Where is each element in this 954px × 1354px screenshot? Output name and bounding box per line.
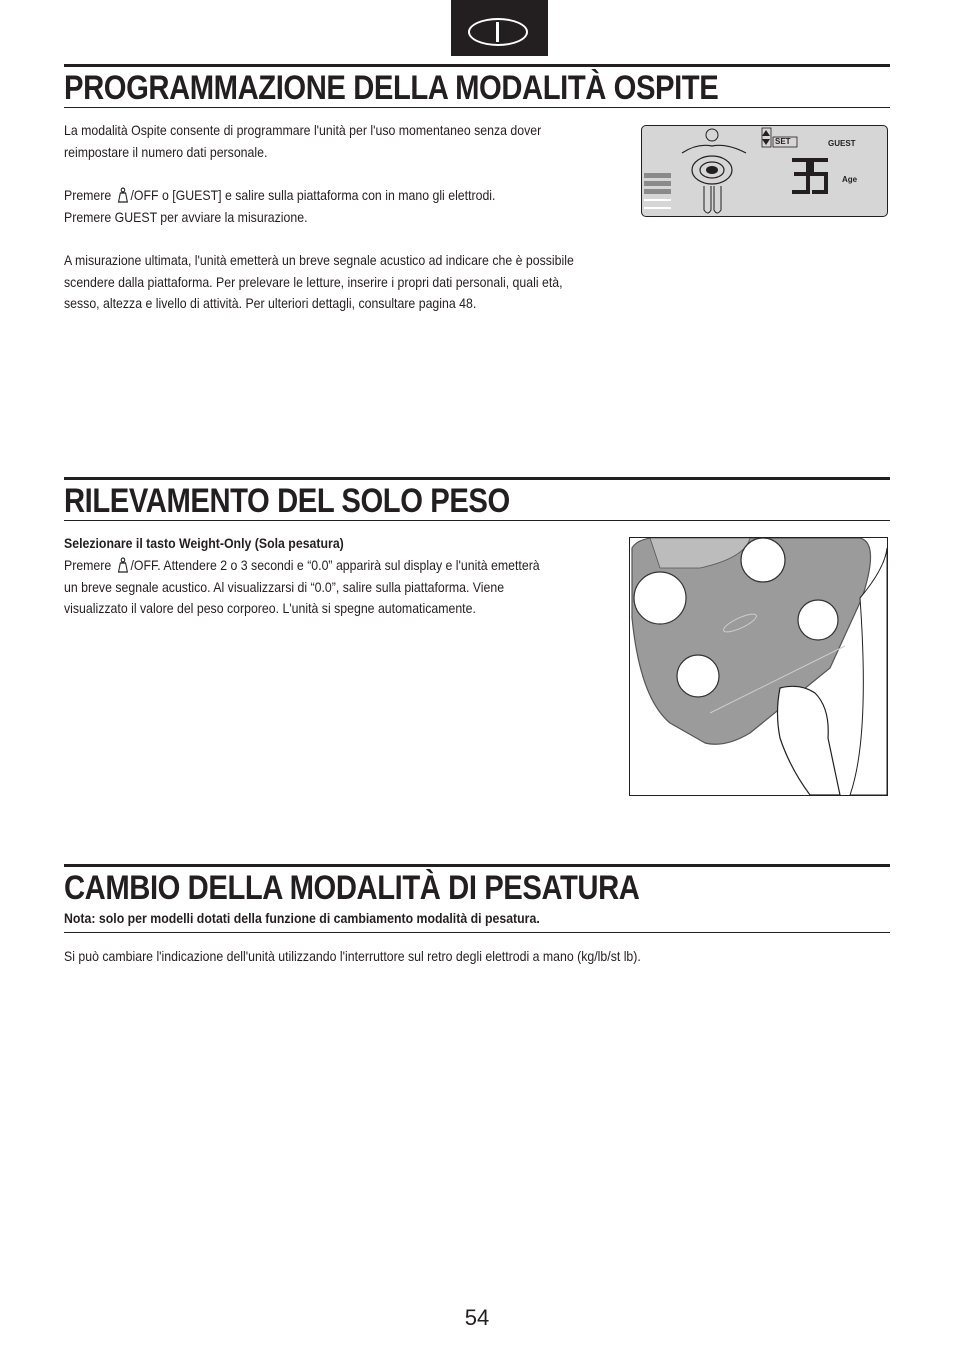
section2-top-rule	[64, 477, 890, 480]
section2-paragraph	[64, 555, 548, 620]
guest-mode-display	[641, 125, 888, 217]
power-person-icon	[116, 187, 130, 203]
section1-bottom-rule	[64, 107, 890, 108]
section1-paragraph-2	[64, 185, 566, 228]
section2-paragraph-start: Premere	[64, 557, 115, 573]
scale-illustration	[629, 537, 888, 796]
section2-paragraph-end: /OFF. Attendere 2 o 3 secondi e “0.0” apparirà sul display e l'unità emetterà un breve segnale acustico. Al visualizzarsi di “0.0”, salire sulla piattaforma. Viene visualizzato il valore del peso corporeo. L'unità si spegne automaticamente.	[64, 557, 540, 617]
section3-title: CAMBIO DELLA MODALITÀ DI PESATURA	[64, 869, 640, 907]
display-age-label: Age	[842, 175, 858, 184]
section3-note: Nota: solo per modelli dotati della funzione di cambiamento modalità di pesatura.	[64, 910, 540, 926]
section3-paragraph: Si può cambiare l'indicazione dell'unità utilizzando l'interruttore sul retro degli elettrodi a mano (kg/lb/st lb).	[64, 948, 641, 964]
language-tab	[451, 0, 548, 56]
section1-paragraph-2-end: /OFF o [GUEST] e salire sulla piattaforma con in mano gli elettrodi.	[130, 187, 496, 203]
section1-title: PROGRAMMAZIONE DELLA MODALITÀ OSPITE	[64, 69, 719, 107]
section2-title: RILEVAMENTO DEL SOLO PESO	[64, 482, 510, 520]
section1-paragraph-1: La modalità Ospite consente di programmare l'unità per l'uso momentaneo senza dover reimpostare il numero dati personale.	[64, 122, 542, 160]
section2-bottom-rule	[64, 520, 890, 521]
section3-top-rule	[64, 864, 890, 867]
section1-paragraph-3: A misurazione ultimata, l'unità emetterà un breve segnale acustico ad indicare che è possibile scendere dalla piattaforma. Per prelevare le letture, inserire i propri dati personali, quali età, sesso, altezza e livello di attività. Per ulteriori dettagli, consultare pagina 48.	[64, 252, 574, 312]
section1-paragraph-2-line2: Premere GUEST per avviare la misurazione.	[64, 208, 308, 225]
language-letter-i	[496, 22, 499, 42]
section1-top-rule	[64, 64, 890, 67]
page-number: 54	[464, 1305, 490, 1330]
section1-paragraph-2-start: Premere	[64, 187, 115, 203]
display-set-label: SET	[775, 137, 791, 146]
section3-bottom-rule	[64, 932, 890, 933]
scale-drawing	[630, 538, 887, 795]
display-guest-label: GUEST	[828, 139, 856, 148]
section2-subheading: Selezionare il tasto Weight-Only (Sola pesatura)	[64, 535, 344, 551]
power-person-icon	[116, 557, 130, 573]
